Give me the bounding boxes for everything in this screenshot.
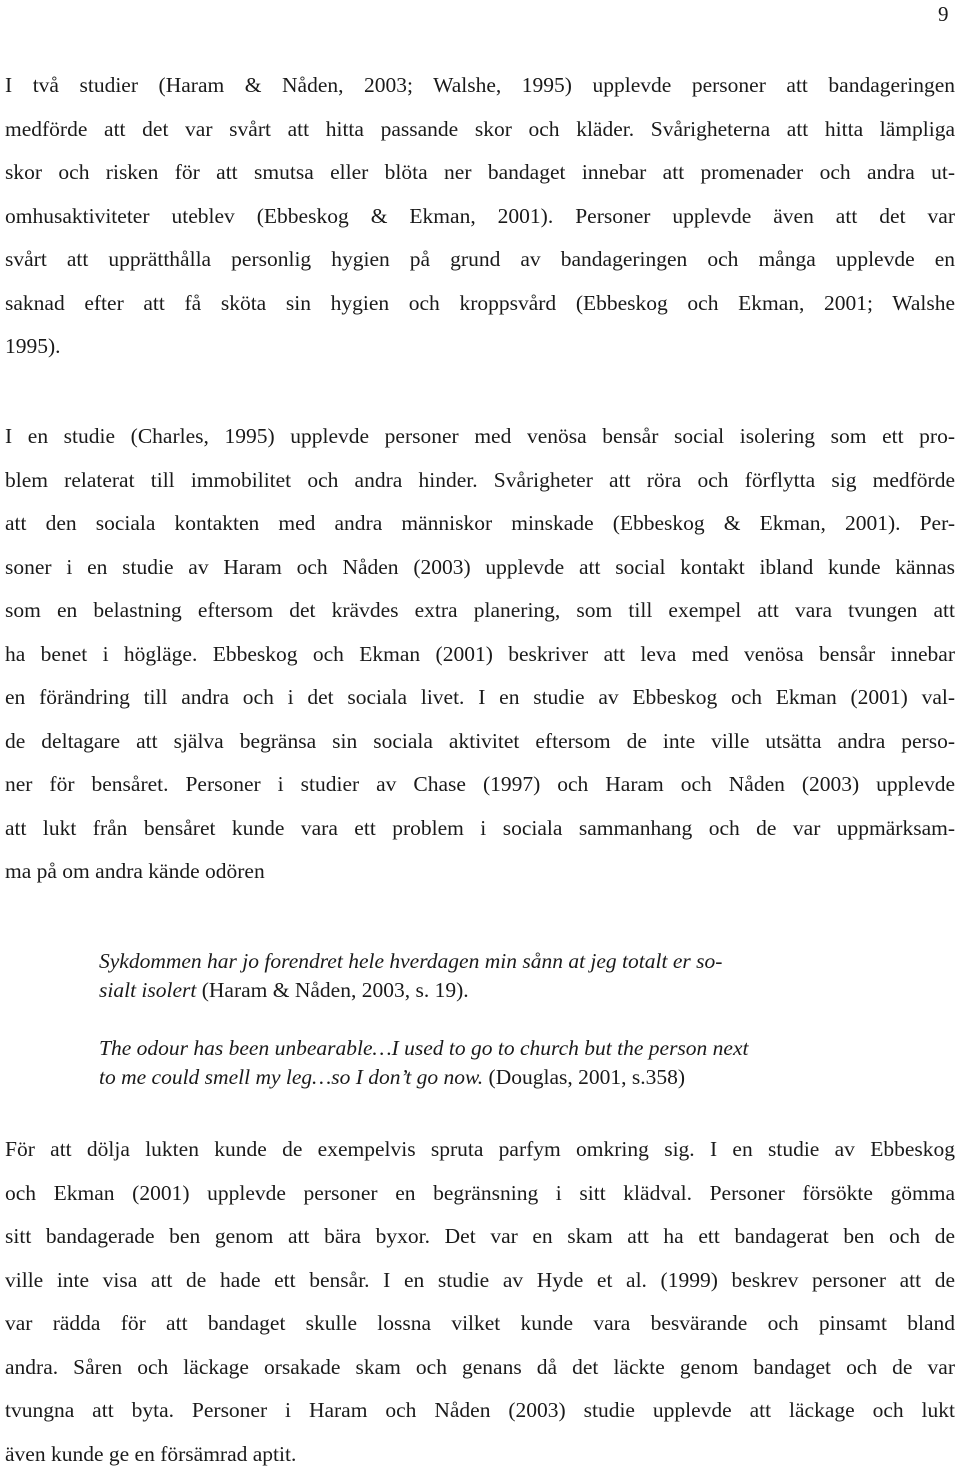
paragraph-line: att lukt från bensåret kunde vara ett problem i sociala sammanhang och de var uppmärksam- [5,807,955,851]
paragraph-line: som en belastning eftersom det krävdes extra planering, som till exempel att vara tvungen att [5,589,955,633]
paragraph-line: I en studie (Charles, 1995) upplevde personer med venösa bensår social isolering som ett pro- [5,415,955,459]
block-quote-1 [99,947,869,1005]
paragraph-line: saknad efter att få sköta sin hygien och kroppsvård (Ebbeskog och Ekman, 2001; Walshe [5,282,955,326]
paragraph-line: att den sociala kontakten med andra människor minskade (Ebbeskog & Ekman, 2001). Per- [5,502,955,546]
paragraph-line: ma på om andra kände odören [5,850,955,894]
paragraph-line: tvungna att byta. Personer i Haram och Nåden (2003) studie upplevde att läckage och lukt [5,1389,955,1433]
paragraph-line: andra. Såren och läckage orsakade skam och genans då det läckte genom bandaget och de var [5,1346,955,1390]
paragraph-line: soner i en studie av Haram och Nåden (2003) upplevde att social kontakt ibland kunde kännas [5,546,955,590]
paragraph-line: svårt att upprätthålla personlig hygien på grund av bandageringen och många upplevde en [5,238,955,282]
quote-line [99,976,869,1005]
paragraph-1 [5,64,955,369]
paragraph-line: omhusaktiviteter uteblev (Ebbeskog & Ekman, 2001). Personer upplevde även att det var [5,195,955,239]
quote-line [99,1034,869,1063]
quote-citation: (Haram & Nåden, 2003, s. 19). [196,978,468,1002]
quote-line [99,1063,869,1092]
quote-text: to me could smell my leg…so I don’t go now. [99,1065,483,1089]
quote-text: Sykdommen har jo forendret hele hverdagen min sånn at jeg totalt er so- [99,949,722,973]
paragraph-line: ville inte visa att de hade ett bensår. I en studie av Hyde et al. (1999) beskrev personer att de [5,1259,955,1303]
page-number: 9 [938,2,949,26]
paragraph-line: ner för bensåret. Personer i studier av Chase (1997) och Haram och Nåden (2003) upplevde [5,763,955,807]
paragraph-line: 1995). [5,325,955,369]
paragraph-3 [5,1128,955,1476]
paragraph-line: blem relaterat till immobilitet och andra hinder. Svårigheter att röra och förflytta sig medförde [5,459,955,503]
quote-line [99,947,869,976]
paragraph-line: medförde att det var svårt att hitta passande skor och kläder. Svårigheterna att hitta lämpliga [5,108,955,152]
quote-text: sialt isolert [99,978,196,1002]
paragraph-line: de deltagare att själva begränsa sin sociala aktivitet eftersom de inte ville utsätta andra perso- [5,720,955,764]
paragraph-line: en förändring till andra och i det sociala livet. I en studie av Ebbeskog och Ekman (2001) val- [5,676,955,720]
paragraph-line: var rädda för att bandaget skulle lossna vilket kunde vara besvärande och pinsamt bland [5,1302,955,1346]
quote-citation: (Douglas, 2001, s.358) [483,1065,685,1089]
paragraph-line: I två studier (Haram & Nåden, 2003; Walshe, 1995) upplevde personer att bandageringen [5,64,955,108]
block-quote-2 [99,1034,869,1092]
paragraph-line: sitt bandagerade ben genom att bära byxor. Det var en skam att ha ett bandagerat ben och de [5,1215,955,1259]
paragraph-line: För att dölja lukten kunde de exempelvis spruta parfym omkring sig. I en studie av Ebbeskog [5,1128,955,1172]
paragraph-2 [5,415,955,894]
paragraph-line: även kunde ge en försämrad aptit. [5,1433,955,1476]
paragraph-line: och Ekman (2001) upplevde personer en begränsning i sitt klädval. Personer försökte gömma [5,1172,955,1216]
paragraph-line: ha benet i högläge. Ebbeskog och Ekman (2001) beskriver att leva med venösa bensår innebar [5,633,955,677]
paragraph-line: skor och risken för att smutsa eller blöta ner bandaget innebar att promenader och andra ut- [5,151,955,195]
quote-text: The odour has been unbearable…I used to go to church but the person next [99,1036,748,1060]
